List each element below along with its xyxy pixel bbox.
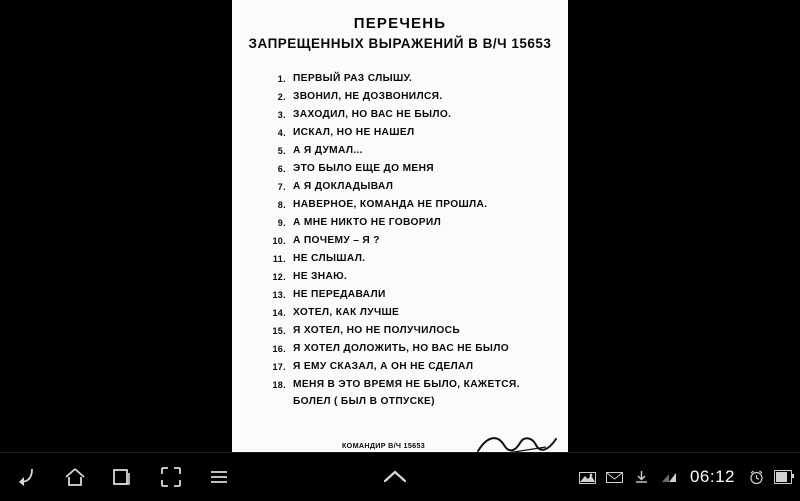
list-item-text: А МНЕ НИКТО НЕ ГОВОРИЛ xyxy=(293,217,442,228)
list-item xyxy=(264,89,554,106)
list-item-number: 8. xyxy=(277,200,286,210)
list-item-text-line1: МЕНЯ В ЭТО ВРЕМЯ НЕ БЫЛО, КАЖЕТСЯ. xyxy=(293,379,520,390)
list-item xyxy=(264,215,554,232)
list-item-number: 14. xyxy=(272,308,286,318)
list-item-number: 16. xyxy=(272,344,286,354)
poster-title-line2: ЗАПРЕЩЕННЫХ ВЫРАЖЕНИЙ В В/Ч 15653 xyxy=(248,36,552,51)
list-item-text: НАВЕРНОЕ, КОМАНДА НЕ ПРОШЛА. xyxy=(293,199,488,210)
list-item-number: 12. xyxy=(272,272,286,282)
list-item-text: НЕ ЗНАЮ. xyxy=(293,271,348,282)
list-item-text-line2: БОЛЕЛ ( БЫЛ В ОТПУСКЕ) xyxy=(293,395,435,407)
list-item-text: ХОТЕЛ, КАК ЛУЧШЕ xyxy=(293,307,400,318)
status-clock[interactable]: 06:12 xyxy=(689,467,735,486)
list-item-text: Я ХОТЕЛ, НО НЕ ПОЛУЧИЛОСЬ xyxy=(293,325,460,336)
phrase-list xyxy=(246,71,554,410)
list-item-number: 11. xyxy=(272,254,286,264)
list-item xyxy=(264,197,554,214)
wifi-icon[interactable] xyxy=(660,469,678,485)
list-item xyxy=(264,107,554,124)
screenshot-icon[interactable] xyxy=(158,464,184,490)
list-item-number: 18. xyxy=(272,380,286,390)
home-icon[interactable] xyxy=(62,464,88,490)
download-icon[interactable] xyxy=(633,469,651,485)
list-item-text: ИСКАЛ, НО НЕ НАШЕЛ xyxy=(293,127,415,138)
list-item xyxy=(264,305,554,322)
list-item-text: ЗАХОДИЛ, НО ВАС НЕ БЫЛО. xyxy=(293,109,452,120)
poster-title-line1: ПЕРЕЧЕНЬ xyxy=(353,15,447,32)
list-item-text: ЭТО БЫЛО ЕЩЕ ДО МЕНЯ xyxy=(293,163,434,174)
list-item xyxy=(264,71,554,88)
list-item-number: 17. xyxy=(272,362,286,372)
recents-icon[interactable] xyxy=(110,464,136,490)
back-icon[interactable] xyxy=(14,464,40,490)
list-item-text: Я ЕМУ СКАЗАЛ, А ОН НЕ СДЕЛАЛ xyxy=(293,361,474,372)
list-item xyxy=(264,233,554,250)
list-item xyxy=(264,251,554,268)
list-item-text: ЗВОНИЛ, НЕ ДОЗВОНИЛСЯ. xyxy=(293,91,443,102)
mail-icon[interactable] xyxy=(606,469,624,485)
list-item-number: 15. xyxy=(272,326,286,336)
list-item xyxy=(264,143,554,160)
navbar-center-group[interactable] xyxy=(382,453,408,501)
list-item-text: Я ХОТЕЛ ДОЛОЖИТЬ, НО ВАС НЕ БЫЛО xyxy=(293,343,510,354)
system-navigation-bar xyxy=(0,452,800,501)
list-item-number: 1. xyxy=(277,74,286,84)
list-item-number: 10. xyxy=(272,236,286,246)
navbar-left-group xyxy=(14,453,232,501)
list-item xyxy=(264,179,554,196)
list-item xyxy=(264,377,554,410)
signature-line1: КОМАНДИР В/Ч 15653 xyxy=(342,441,426,450)
battery-icon[interactable] xyxy=(774,469,792,485)
list-item-text: А Я ДОКЛАДЫВАЛ xyxy=(293,181,394,192)
list-item-number: 3. xyxy=(277,110,286,120)
poster-image[interactable] xyxy=(232,0,568,471)
list-item-text: А Я ДУМАЛ... xyxy=(293,145,363,156)
list-item-number: 5. xyxy=(277,146,286,156)
battery-fill xyxy=(776,472,787,482)
list-item-text xyxy=(293,377,554,410)
list-item xyxy=(264,359,554,376)
list-item-number: 13. xyxy=(272,290,286,300)
list-item-number: 2. xyxy=(277,92,286,102)
list-item xyxy=(264,287,554,304)
list-item xyxy=(264,161,554,178)
screenshot-capture-icon[interactable] xyxy=(579,469,597,485)
navbar-status-group[interactable] xyxy=(579,453,792,501)
battery-body xyxy=(774,470,792,484)
list-item-text: НЕ СЛЫШАЛ. xyxy=(293,253,366,264)
list-item-number: 7. xyxy=(277,182,286,192)
list-item-text: НЕ ПЕРЕДАВАЛИ xyxy=(293,289,386,300)
list-item-number: 4. xyxy=(277,128,286,138)
list-item xyxy=(264,125,554,142)
list-item xyxy=(264,341,554,358)
menu-icon[interactable] xyxy=(206,464,232,490)
list-item-number: 6. xyxy=(277,164,286,174)
list-item-number: 9. xyxy=(277,218,286,228)
list-item xyxy=(264,323,554,340)
up-chevron-icon[interactable] xyxy=(382,464,408,490)
alarm-icon[interactable] xyxy=(747,469,765,485)
list-item-text: ПЕРВЫЙ РАЗ СЛЫШУ. xyxy=(293,73,413,84)
list-item-text: А ПОЧЕМУ – Я ? xyxy=(293,235,380,246)
list-item xyxy=(264,269,554,286)
